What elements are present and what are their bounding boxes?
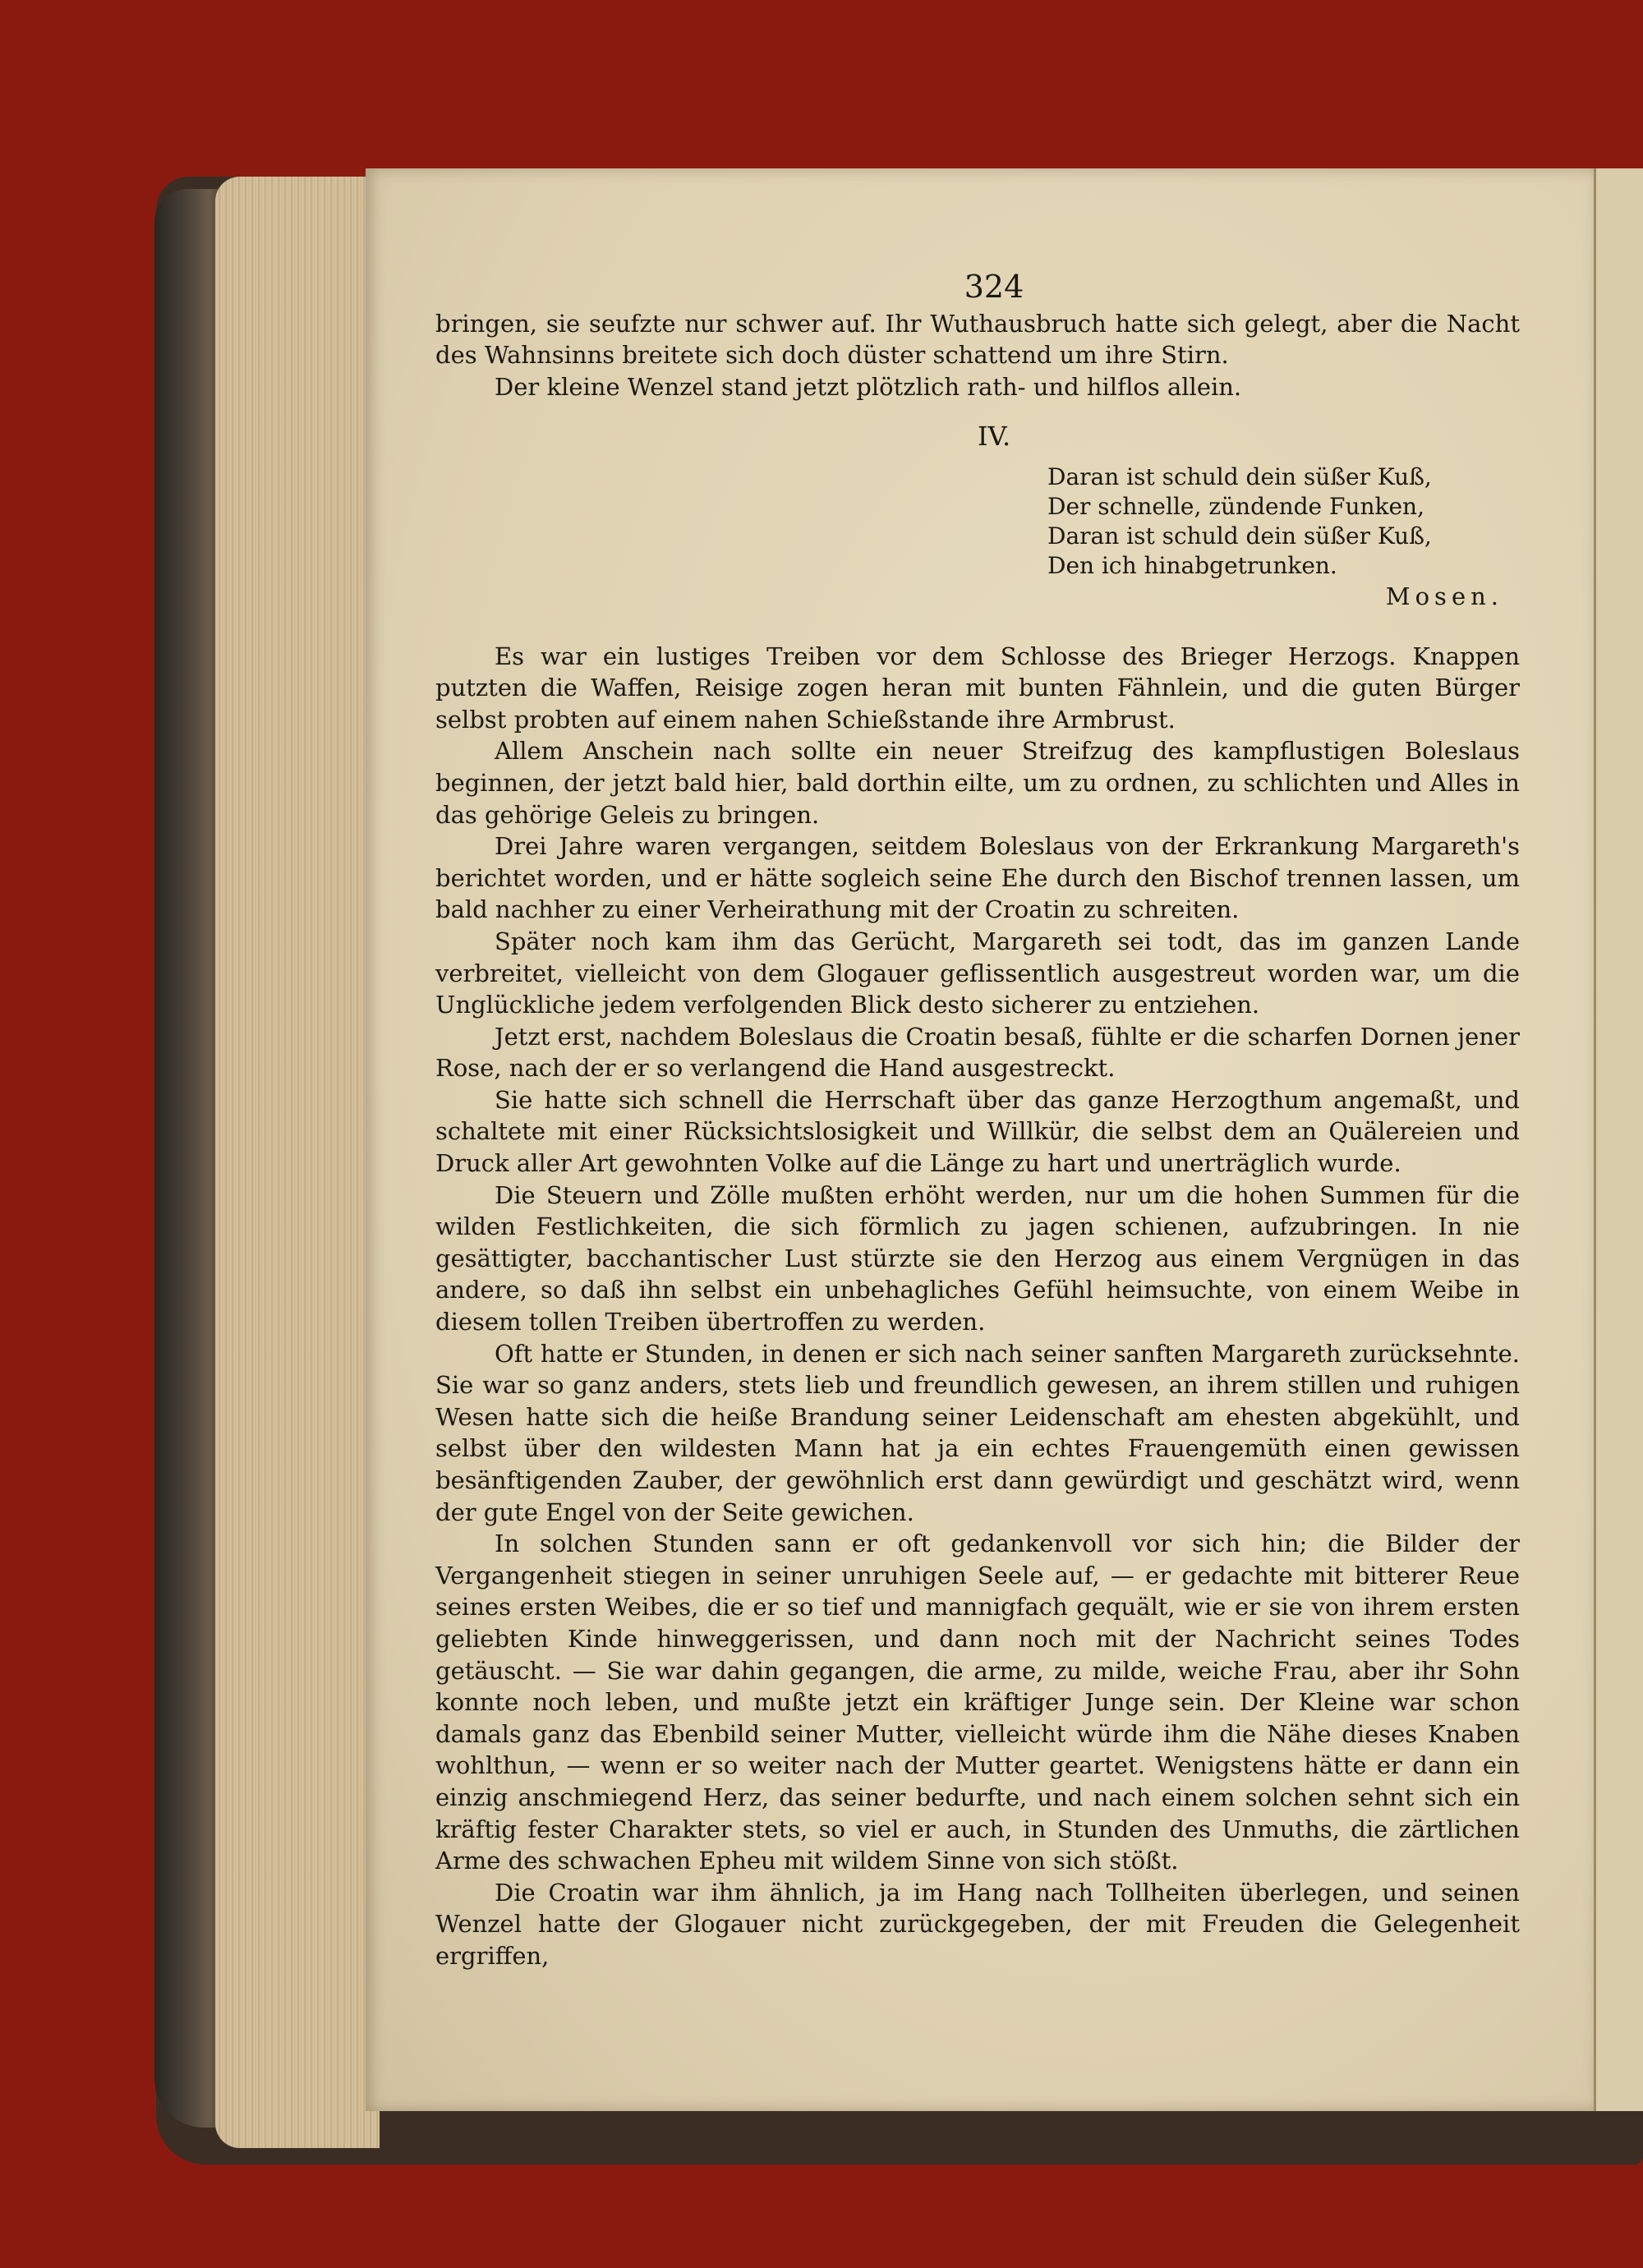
epigraph-line: Der schnelle, zündende Funken, <box>1047 492 1424 520</box>
paragraph: Der kleine Wenzel stand jetzt plötzlich rath- und hilflos allein. <box>495 372 1242 401</box>
paragraph: bringen, sie seufzte nur schwer auf. Ihr Wuthausbruch hatte sich gelegt, aber die Nacht des Wahnsinns breitete sich doch düster schattend um ihre Stirn. <box>435 309 1520 370</box>
paragraph: Drei Jahre waren vergangen, seitdem Boleslaus von der Erkrankung Margareth's berichtet worden, und er hätte sogleich seine Ehe durch den Bischof trennen lassen, um bald nachher zu einer Verheirathung mit der Croatin zu schreiten. <box>435 832 1520 924</box>
paragraph: Die Croatin war ihm ähnlich, ja im Hang nach Tollheiten überlegen, und seinen Wenzel hatte der Glogauer nicht zurückgegeben, der mit Freuden die Gelegenheit ergriffen, <box>435 1878 1520 1970</box>
paragraph: Allem Anschein nach sollte ein neuer Streifzug des kampflustigen Boleslaus beginnen, der jetzt bald hier, bald dorthin eilte, um zu ordnen, zu schlichten und Alles in das gehörige Geleis zu bringen. <box>435 737 1520 829</box>
epigraph-line: Den ich hinabgetrunken. <box>1047 551 1337 579</box>
paragraph: Später noch kam ihm das Gerücht, Margareth sei todt, das im ganzen Lande verbreitet, vielleicht von dem Glogauer geflissentlich ausgestreut worden war, um die Unglückliche jedem verfolgenden Blick desto sicherer zu entziehen. <box>435 927 1520 1019</box>
paragraph: Sie hatte sich schnell die Herrschaft über das ganze Herzogthum angemaßt, und schaltete mit einer Rücksichtslosigkeit und Willkür, die selbst dem an Quälereien und Druck aller Art gewohnten Volke auf die Länge zu hart und unerträglich wurde. <box>435 1085 1520 1178</box>
epigraph-line: Daran ist schuld dein süßer Kuß, <box>1047 522 1432 550</box>
epigraph <box>1047 462 1520 581</box>
paragraph: Jetzt erst, nachdem Boleslaus die Croatin besaß, fühlte er die scharfen Dornen jener Rose, nach der er so verlangend die Hand ausgestreckt. <box>435 1022 1520 1083</box>
paragraph: Die Steuern und Zölle mußten erhöht werden, nur um die hohen Summen für die wilden Festlichkeiten, die sich förmlich zu jagen schienen, aufzubringen. In nie gesättigter, bacchantischer Lust stürzte sie den Herzog aus einem Vergnügen in das andere, so daß ihn selbst ein unbehagliches Gefühl heimsuchte, von einem Weibe in diesem tollen Treiben übertroffen zu werden. <box>435 1180 1520 1336</box>
page-edges <box>215 177 380 2148</box>
page-text <box>435 271 1520 1972</box>
epigraph-author: Mosen. <box>1385 582 1503 610</box>
page-number: 324 <box>964 269 1024 305</box>
epigraph-line: Daran ist schuld dein süßer Kuß, <box>1047 462 1432 490</box>
chapter-heading: IV. <box>977 421 1011 453</box>
paragraph: In solchen Stunden sann er oft gedankenvoll vor sich hin; die Bilder der Vergangenheit stiegen in seiner unruhigen Seele auf, — er gedachte mit bitterer Reue seines ersten Weibes, die er so tief und mannigfach gequält, wie er sie von ihrem ersten geliebten Kinde hinweggerissen, und dann noch mit der Nachricht seines Todes getäuscht. — Sie war dahin gegangen, die arme, zu milde, weiche Frau, aber ihr Sohn konnte noch leben, und mußte jetzt ein kräftiger Junge sein. Der Kleine war schon damals ganz das Ebenbild seiner Mutter, vielleicht würde ihm die Nähe dieses Knaben wohlthun, — wenn er so weiter nach der Mutter geartet. Wenigstens hätte er dann ein einzig anschmiegend Herz, das seiner bedurfte, und nach einem solchen sehnt sich ein kräftig fester Charakter stets, so viel er auch, in Stunden des Unmuths, die zärtlichen Arme des schwachen Epheu mit wildem Sinne von sich stößt. <box>435 1530 1520 1875</box>
facing-page-edge <box>1594 168 1643 2111</box>
paragraph: Es war ein lustiges Treiben vor dem Schlosse des Brieger Herzogs. Knappen putzten die Waffen, Reisige zogen heran mit bunten Fähnlein, und die guten Bürger selbst probten auf einem nahen Schießstande ihre Armbrust. <box>435 642 1520 734</box>
paragraph: Oft hatte er Stunden, in denen er sich nach seiner sanften Margareth zurücksehnte. Sie war so ganz anders, stets lieb und freundlich gewesen, an ihrem stillen und ruhigen Wesen hatte sich die heiße Brandung seiner Leidenschaft am ehesten abgekühlt, und selbst über den wildesten Mann hat ja ein echtes Frauengemüth einen gewissen besänftigenden Zauber, der gewöhnlich erst dann gewürdigt und geschätzt wird, wenn der gute Engel von der Seite gewichen. <box>435 1339 1520 1526</box>
